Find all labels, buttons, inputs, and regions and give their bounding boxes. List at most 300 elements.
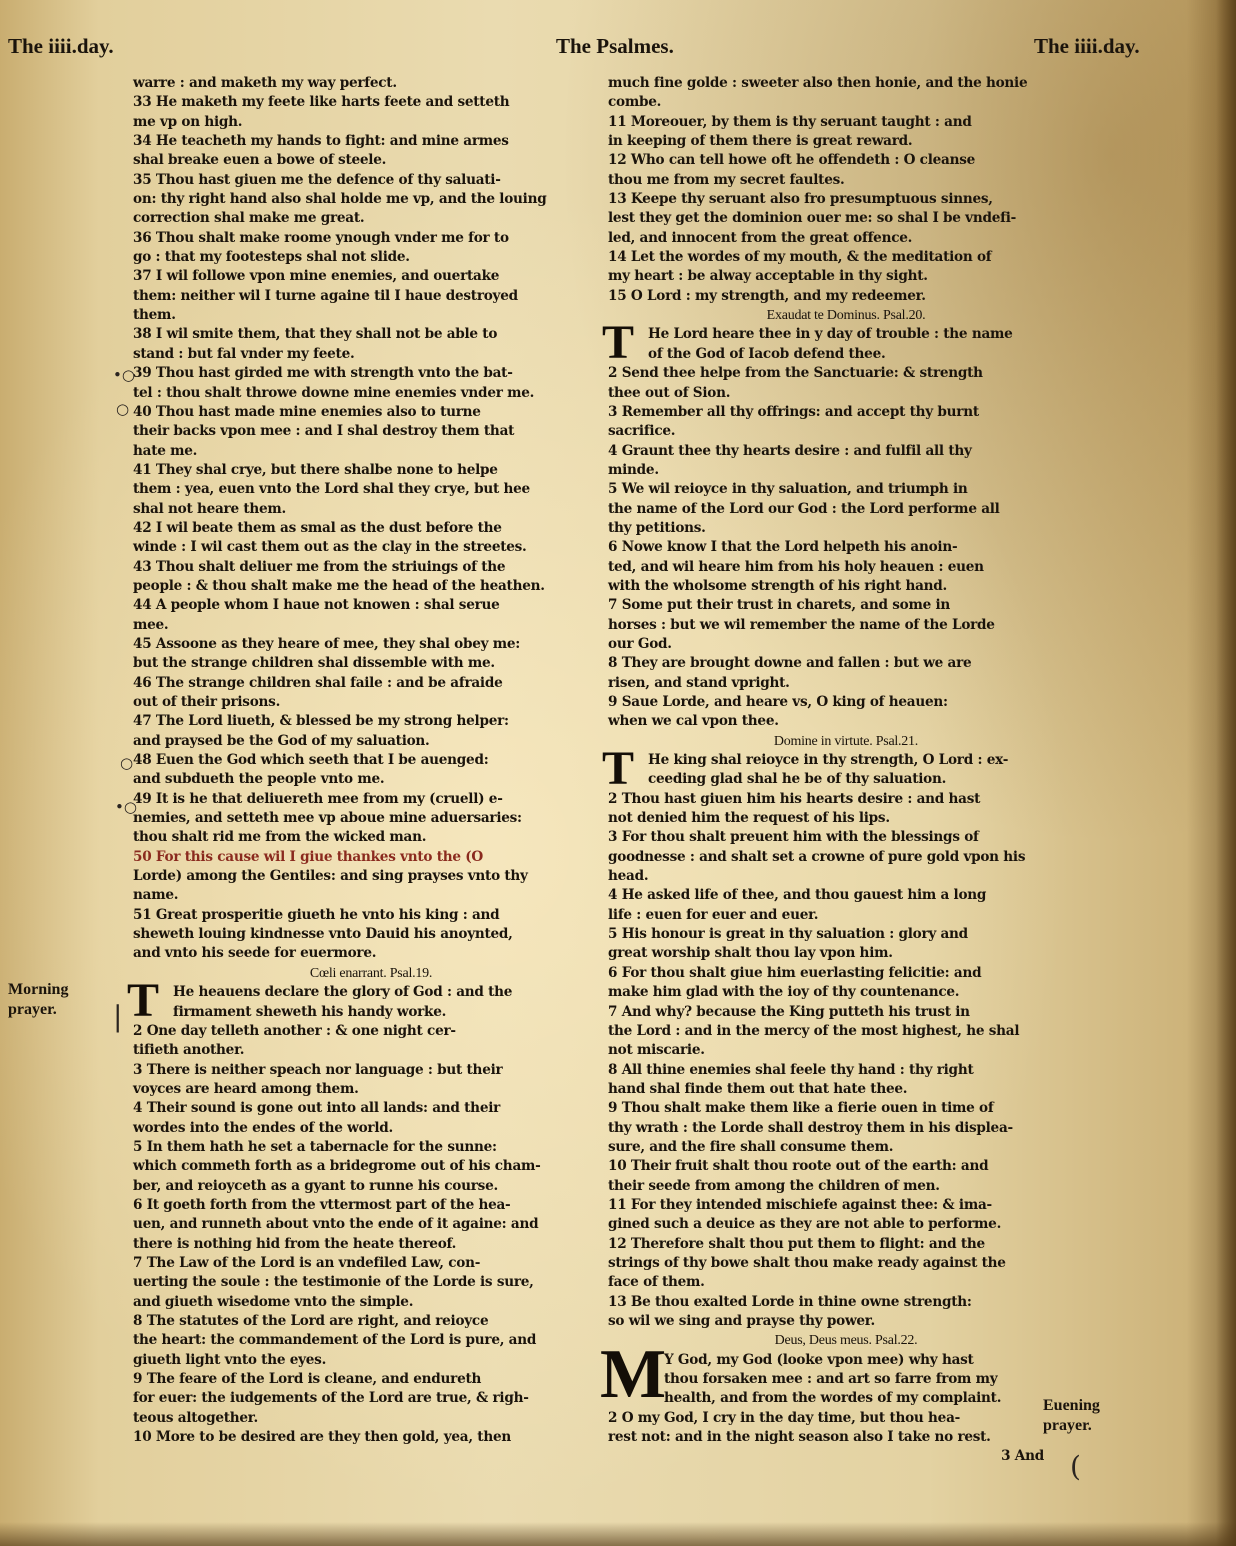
text-line (133, 577, 609, 596)
line-text: 39 Thou hast girded me with strength vnto the bat- (133, 365, 513, 382)
text-line (608, 1273, 1084, 1292)
line-text: 6 Nowe know I that the Lord helpeth his anoin- (608, 539, 958, 556)
line-text: lest they get the dominion ouer me: so shal I be vndefi- (608, 210, 1017, 227)
text-line (608, 113, 1084, 132)
line-text: sacrifice. (608, 423, 676, 440)
line-text: so wil we sing and prayse thy power. (608, 1313, 875, 1329)
line-text: the Lord : and in the mercy of the most highest, he shal (608, 1022, 1020, 1039)
line-text: 9 The feare of the Lord is cleane, and endureth (133, 1371, 482, 1388)
line-text: ted, and wil heare him from his holy heauen : euen (608, 558, 984, 575)
line-text: hate me. (133, 442, 198, 459)
line-text: life : euen for euer and euer. (608, 906, 819, 923)
line-text: 47 The Lord liueth, & blessed be my strong helper: (133, 713, 509, 730)
line-text: 12 Therefore shalt thou put them to flight: and the (608, 1235, 985, 1252)
handwritten-mark: •○ (113, 366, 135, 384)
handwritten-mark: ○ (120, 754, 134, 772)
line-text: rest not: and in the night season also I take no rest. (608, 1429, 991, 1446)
text-line (133, 1196, 609, 1215)
text-line (133, 209, 609, 228)
text-line (608, 616, 1084, 635)
line-text: thee out of Sion. (608, 384, 731, 401)
text-line (133, 886, 609, 905)
line-text: 6 For thou shalt giue him euerlasting felicitie: and (608, 964, 982, 981)
line-text: He king shal reioyce in thy strength, O Lord : ex- (648, 752, 1009, 769)
line-text: 42 I wil beate them as smal as the dust before the (133, 519, 502, 536)
line-text: 2 Send thee helpe from the Sanctuarie: & strength (608, 365, 983, 382)
line-text: 51 Great prosperitie giueth he vnto his king : and (133, 906, 500, 923)
line-text: Y God, my God (looke vpon mee) why hast (664, 1351, 974, 1368)
text-line (608, 345, 1084, 364)
text-line (608, 364, 1084, 383)
line-text: 3 Remember all thy offrings: and accept thy burnt (608, 403, 979, 420)
line-text: 3 There is neither speach nor language : but their (133, 1061, 503, 1078)
line-text: me vp on high. (133, 113, 243, 130)
line-text: uerting the soule : the testimonie of the Lorde is sure, (133, 1274, 534, 1291)
line-text: sheweth louing kindnesse vnto Dauid his anoynted, (133, 926, 513, 943)
line-text: 3 And (1001, 1448, 1044, 1465)
text-line (608, 248, 1084, 267)
line-text: 8 They are brought downe and fallen : but we are (608, 655, 972, 672)
text-line (133, 132, 609, 151)
line-text: but the strange children shal dissemble with me. (133, 655, 495, 672)
handwritten-mark: ( (1070, 1450, 1081, 1483)
line-text: face of them. (608, 1274, 705, 1291)
text-line (133, 1351, 609, 1370)
text-line (133, 944, 609, 963)
line-text: combe. (608, 94, 662, 111)
text-line (133, 558, 609, 577)
catchword (608, 1447, 1084, 1466)
text-line (608, 500, 1084, 519)
text-line (608, 1119, 1084, 1138)
text-line (133, 229, 609, 248)
line-text: goodnesse : and shalt set a crowne of pure gold vpon his (608, 848, 1026, 865)
line-text: giueth light vnto the eyes. (133, 1351, 327, 1368)
line-text: 10 More to be desired are they then gold, yea, then (133, 1429, 511, 1446)
drop-cap-initial: T (602, 742, 634, 796)
text-line (133, 751, 609, 770)
line-text: Cœli enarrant. Psal.19. (309, 965, 433, 981)
text-line (608, 654, 1084, 673)
line-text: nemies, and setteth mee vp aboue mine aduersaries: (133, 810, 522, 827)
text-line (133, 403, 609, 422)
line-text: 5 In them hath he set a tabernacle for the sunne: (133, 1138, 497, 1155)
text-line (608, 1080, 1084, 1099)
text-line (608, 693, 1084, 712)
drop-cap-initial: T (602, 316, 634, 370)
text-line (133, 287, 609, 306)
text-line (608, 674, 1084, 693)
line-text: 48 Euen the God which seeth that I be auenged: (133, 752, 489, 769)
line-text: ceeding glad shal he be of thy saluation. (648, 771, 947, 788)
text-line (608, 422, 1084, 441)
text-line (133, 422, 609, 441)
line-text: 13 Be thou exalted Lorde in thine owne strength: (608, 1293, 972, 1310)
line-text: strings of thy bowe shalt thou make ready against the (608, 1254, 1006, 1271)
line-text: He Lord heare thee in y day of trouble : the name (648, 326, 1013, 343)
handwritten-mark: ○ (116, 400, 130, 418)
text-line (133, 345, 609, 364)
text-line (133, 654, 609, 673)
text-line (608, 577, 1084, 596)
line-text: horses : but we wil remember the name of the Lorde (608, 616, 995, 633)
margin-note-line: prayer. (1043, 1417, 1092, 1434)
line-text: go : that my footesteps shal not slide. (133, 249, 410, 266)
text-line (608, 558, 1084, 577)
text-line (608, 790, 1084, 809)
line-text: winde : I wil cast them out as the clay in the streetes. (133, 539, 527, 556)
text-line (133, 538, 609, 557)
text-line (608, 944, 1084, 963)
line-text: firmament sheweth his handy worke. (173, 1003, 447, 1020)
text-line (133, 325, 609, 344)
text-line (133, 848, 609, 867)
text-line (133, 267, 609, 286)
text-line (133, 1061, 609, 1080)
psalm-heading (608, 1331, 1084, 1350)
text-line (133, 906, 609, 925)
text-line (608, 538, 1084, 557)
line-text: their seede from among the children of men. (608, 1177, 940, 1194)
line-text: make him glad with the ioy of thy countenance. (608, 984, 960, 1001)
line-text: 9 Thou shalt make them like a fierie ouen in time of (608, 1100, 994, 1117)
line-text: 4 He asked life of thee, and thou gauest him a long (608, 887, 987, 904)
handwritten-mark: | (113, 1000, 123, 1033)
line-text: Exaudat te Dominus. Psal.20. (766, 308, 926, 324)
text-line (133, 732, 609, 751)
line-text: their backs vpon mee : and I shal destroy them that (133, 423, 515, 440)
line-text: 5 His honour is great in thy saluation : glory and (608, 926, 968, 943)
text-line (608, 1312, 1084, 1331)
line-text: ber, and reioyceth as a gyant to runne his course. (133, 1177, 498, 1194)
line-text: 6 It goeth forth from the vttermost part of the hea- (133, 1196, 511, 1213)
line-text: 13 Keepe thy seruant also fro presumptuous sinnes, (608, 191, 993, 208)
text-line (608, 1177, 1084, 1196)
text-line (608, 809, 1084, 828)
text-line (608, 1428, 1084, 1447)
text-line (133, 712, 609, 731)
line-text: 11 For they intended mischiefe against thee: & ima- (608, 1196, 992, 1213)
line-text: and subdueth the people vnto me. (133, 771, 385, 788)
text-line (608, 151, 1084, 170)
text-line (133, 384, 609, 403)
text-line (608, 712, 1084, 731)
line-text: 8 All thine enemies shal feele thy hand : thy right (608, 1061, 974, 1078)
line-text: them. (133, 307, 176, 324)
text-line (133, 1041, 609, 1060)
psalm-heading (608, 732, 1084, 751)
text-line (608, 1099, 1084, 1118)
text-line (133, 1003, 609, 1022)
text-line (133, 364, 609, 383)
line-text: which commeth forth as a bridegrome out of his cham- (133, 1158, 541, 1175)
text-line (133, 1138, 609, 1157)
margin-note-line: Morning (8, 981, 69, 998)
text-line (608, 461, 1084, 480)
text-line (133, 519, 609, 538)
line-text: thou me from my secret faultes. (608, 171, 845, 188)
line-text: voyces are heard among them. (133, 1080, 359, 1097)
text-line (608, 925, 1084, 944)
line-text: 40 Thou hast made mine enemies also to turne (133, 403, 481, 420)
text-line (133, 74, 609, 93)
line-text: there is nothing hid from the heate thereof. (133, 1235, 457, 1252)
text-line (608, 1041, 1084, 1060)
text-line (133, 1099, 609, 1118)
line-text: and praysed be the God of my saluation. (133, 732, 430, 749)
text-line (133, 151, 609, 170)
line-text: 4 Their sound is gone out into all lands: and their (133, 1100, 501, 1117)
line-text: uen, and runneth about vnto the ende of it againe: and (133, 1216, 539, 1233)
line-text: health, and from the wordes of my complaint. (664, 1390, 1002, 1407)
text-line (608, 384, 1084, 403)
text-line (608, 1409, 1084, 1428)
line-text: head. (608, 868, 649, 885)
text-line (133, 190, 609, 209)
text-line (608, 1389, 1084, 1408)
text-line (608, 770, 1084, 789)
running-head-title: The Psalmes. (556, 34, 674, 58)
text-line (608, 480, 1084, 499)
line-text: 12 Who can tell howe oft he offendeth : O cleanse (608, 152, 976, 169)
text-line (608, 1215, 1084, 1234)
line-text: great worship shalt thou lay vpon him. (608, 945, 893, 962)
line-text: my heart : be alway acceptable in thy sight. (608, 268, 928, 285)
left-text-column (127, 74, 609, 1447)
text-line (608, 1061, 1084, 1080)
line-text: and giueth wisedome vnto the simple. (133, 1293, 414, 1310)
text-line (133, 596, 609, 615)
text-line (133, 248, 609, 267)
line-text: 45 Assoone as they heare of mee, they shal obey me: (133, 635, 521, 652)
text-line (608, 1138, 1084, 1157)
line-text: mee. (133, 616, 169, 633)
text-line (608, 848, 1084, 867)
text-line (133, 113, 609, 132)
text-line (608, 867, 1084, 886)
running-head-left: The iiii.day. (8, 34, 114, 58)
line-text: Lorde) among the Gentiles: and sing prayses vnto thy (133, 868, 528, 885)
text-line (133, 461, 609, 480)
text-line (133, 1273, 609, 1292)
text-line (608, 1157, 1084, 1176)
line-text: 11 Moreouer, by them is thy seruant taught : and (608, 113, 972, 130)
text-line (133, 1215, 609, 1234)
line-text: 2 One day telleth another : & one night cer- (133, 1022, 456, 1039)
line-text: wordes into the endes of the world. (133, 1119, 393, 1136)
handwritten-mark: •○ (115, 798, 137, 816)
line-text: 14 Let the wordes of my mouth, & the meditation of (608, 249, 992, 266)
drop-cap-initial: M (600, 1335, 666, 1413)
line-text: and vnto his seede for euermore. (133, 945, 377, 962)
text-line (608, 209, 1084, 228)
text-line (608, 74, 1084, 93)
line-text: Domine in virtute. Psal.21. (773, 733, 919, 749)
line-text: when we cal vpon thee. (608, 713, 779, 730)
line-text: 33 He maketh my feete like harts feete and setteth (133, 94, 510, 111)
text-line (133, 1389, 609, 1408)
line-text: the heart: the commandement of the Lord is pure, and (133, 1332, 537, 1349)
line-text: of the God of Iacob defend thee. (648, 345, 886, 362)
text-line (608, 1003, 1084, 1022)
text-line (608, 267, 1084, 286)
line-text: name. (133, 887, 179, 904)
line-text: teous altogether. (133, 1409, 258, 1426)
line-text: for euer: the iudgements of the Lord are true, & righ- (133, 1390, 529, 1407)
text-line (133, 1254, 609, 1273)
text-line (608, 828, 1084, 847)
text-line (133, 867, 609, 886)
line-text: 35 Thou hast giuen me the defence of thy saluati- (133, 171, 501, 188)
text-line (133, 1177, 609, 1196)
text-line (133, 1235, 609, 1254)
text-line (133, 616, 609, 635)
line-text: led, and innocent from the great offence. (608, 229, 913, 246)
text-line (133, 1157, 609, 1176)
line-text: the name of the Lord our God : the Lord performe all (608, 500, 1000, 517)
line-text: thou shalt rid me from the wicked man. (133, 829, 427, 846)
line-text: on: thy right hand also shal holde me vp, and the louing (133, 191, 547, 208)
text-line (133, 1080, 609, 1099)
line-text: 3 For thou shalt preuent him with the blessings of (608, 829, 979, 846)
line-text: not denied him the request of his lips. (608, 810, 890, 827)
line-text: 44 A people whom I haue not knowen : shal serue (133, 597, 500, 614)
line-text: gined such a deuice as they are not able to performe. (608, 1216, 1002, 1233)
text-line (133, 1312, 609, 1331)
text-line (133, 635, 609, 654)
text-line (133, 1022, 609, 1041)
line-text: tel : thou shalt throwe downe mine enemies vnder me. (133, 384, 535, 401)
line-text: tifieth another. (133, 1042, 245, 1059)
line-text: 15 O Lord : my strength, and my redeemer. (608, 287, 926, 304)
line-text: He heauens declare the glory of God : and the (173, 984, 513, 1001)
line-text: 37 I wil followe vpon mine enemies, and ouertake (133, 268, 500, 285)
line-text: not miscarie. (608, 1042, 705, 1059)
text-line (133, 1409, 609, 1428)
text-line (608, 442, 1084, 461)
text-line (133, 500, 609, 519)
line-text: them : yea, euen vnto the Lord shal they crye, but hee (133, 481, 530, 498)
line-text: 5 We wil reioyce in thy saluation, and triumph in (608, 481, 968, 498)
text-line (133, 809, 609, 828)
line-text: 10 Their fruit shalt thou roote out of the earth: and (608, 1158, 989, 1175)
text-line (133, 770, 609, 789)
line-text: our God. (608, 635, 672, 652)
text-line (608, 1370, 1084, 1389)
line-text: 7 Some put their trust in charets, and some in (608, 597, 951, 614)
line-text: 43 Thou shalt deliuer me from the striuings of the (133, 558, 506, 575)
line-text: 46 The strange children shal faile : and be afraide (133, 674, 503, 691)
text-line (133, 480, 609, 499)
line-text: Deus, Deus meus. Psal.22. (774, 1333, 918, 1349)
text-line (608, 171, 1084, 190)
text-line (608, 132, 1084, 151)
psalm-heading (608, 306, 1084, 325)
line-text: thy petitions. (608, 519, 706, 536)
text-line (133, 674, 609, 693)
text-line (608, 190, 1084, 209)
line-text: risen, and stand vpright. (608, 674, 790, 691)
text-line (133, 306, 609, 325)
text-line (133, 1119, 609, 1138)
text-line (133, 442, 609, 461)
drop-cap-initial: T (127, 974, 159, 1028)
text-line (608, 403, 1084, 422)
text-line (133, 93, 609, 112)
line-text: 50 For this cause wil I giue thankes vnto the (O (133, 848, 484, 865)
text-line (608, 287, 1084, 306)
text-line (133, 1428, 609, 1447)
text-line (608, 1293, 1084, 1312)
text-line (133, 693, 609, 712)
text-line (608, 1254, 1084, 1273)
line-text: stand : but fal vnder my feete. (133, 345, 355, 362)
text-line (133, 828, 609, 847)
text-line (608, 1196, 1084, 1215)
line-text: hand shal finde them out that hate thee. (608, 1080, 908, 1097)
text-line (608, 983, 1084, 1002)
text-line (608, 519, 1084, 538)
line-text: 38 I wil smite them, that they shall not be able to (133, 326, 498, 343)
line-text: correction shal make me great. (133, 210, 365, 227)
margin-note-morning-prayer (8, 980, 68, 1020)
margin-note-line: Euening (1043, 1397, 1100, 1414)
line-text: them: neither wil I turne againe til I haue destroyed (133, 287, 518, 304)
text-line (133, 925, 609, 944)
line-text: 7 And why? because the King putteth his trust in (608, 1003, 970, 1020)
text-line (608, 1235, 1084, 1254)
line-text: in keeping of them there is great reward. (608, 133, 913, 150)
text-line (608, 886, 1084, 905)
line-text: shal breake euen a bowe of steele. (133, 152, 387, 169)
right-text-column (600, 74, 1084, 1467)
text-line (608, 229, 1084, 248)
line-text: 8 The statutes of the Lord are right, and reioyce (133, 1313, 489, 1329)
text-line (608, 596, 1084, 615)
psalm-heading (133, 964, 609, 983)
running-head-right: The iiii.day. (1034, 34, 1140, 58)
text-line (608, 964, 1084, 983)
margin-note-line: prayer. (8, 1001, 57, 1018)
text-line (133, 790, 609, 809)
line-text: out of their prisons. (133, 694, 281, 710)
page-edge-shadow (1216, 0, 1236, 1546)
line-text: minde. (608, 461, 659, 478)
line-text: 34 He teacheth my hands to fight: and mine armes (133, 133, 509, 150)
text-line (608, 635, 1084, 654)
line-text: 49 It is he that deliuereth mee from my (cruell) e- (133, 790, 503, 807)
line-text: 4 Graunt thee thy hearts desire : and fulfil all thy (608, 442, 972, 459)
line-text: warre : and maketh my way perfect. (133, 75, 397, 91)
line-text: much fine golde : sweeter also then honie, and the honie (608, 75, 1028, 91)
text-line (608, 1022, 1084, 1041)
line-text: 9 Saue Lorde, and heare vs, O king of heauen: (608, 694, 948, 710)
line-text: 7 The Law of the Lord is an vndefiled Law, con- (133, 1254, 481, 1271)
text-line (133, 1331, 609, 1350)
line-text: thy wrath : the Lorde shall destroy them in his displea- (608, 1119, 1013, 1136)
text-line (133, 1293, 609, 1312)
line-text: 41 They shal crye, but there shalbe none to helpe (133, 461, 498, 478)
line-text: 2 O my God, I cry in the day time, but thou hea- (608, 1409, 961, 1426)
line-text: with the wholsome strength of his right hand. (608, 577, 948, 594)
line-text: shal not heare them. (133, 500, 287, 517)
line-text: sure, and the fire shall consume them. (608, 1138, 894, 1155)
line-text: 36 Thou shalt make roome ynough vnder me for to (133, 229, 509, 246)
text-line (133, 1370, 609, 1389)
line-text: people : & thou shalt make me the head of the heathen. (133, 577, 545, 594)
line-text: thou forsaken mee : and art so farre from my (664, 1371, 998, 1388)
text-line (133, 171, 609, 190)
